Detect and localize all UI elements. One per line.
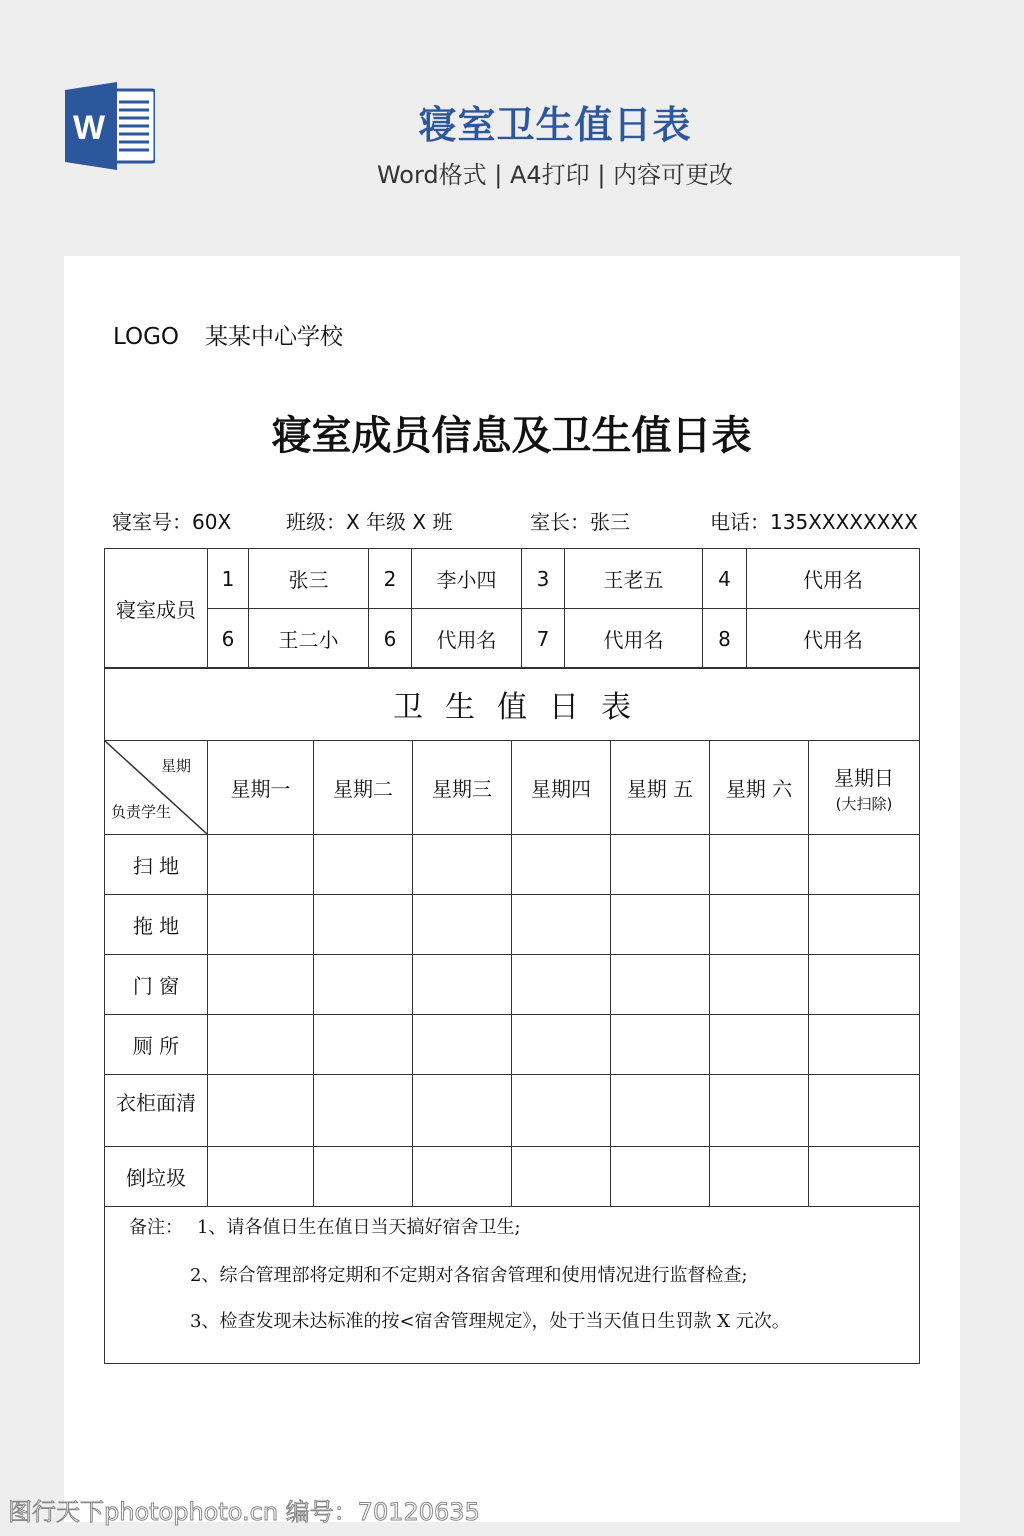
duty-cell[interactable] <box>809 895 920 955</box>
phone-number: 电话：135XXXXXXXX <box>710 510 918 534</box>
class-info: 班级：X 年级 X 班 <box>286 510 453 534</box>
duty-cell[interactable] <box>314 1075 413 1147</box>
banner-subtitle: Word格式 | A4打印 | 内容可更改 <box>376 161 734 189</box>
task-label: 倒垃圾 <box>105 1147 208 1207</box>
member-name: 代用名 <box>747 549 920 609</box>
member-name: 张三 <box>249 549 369 609</box>
room-number: 寝室号：60X <box>112 510 232 534</box>
logo-text: LOGO <box>113 324 180 350</box>
day-header: 星期一 <box>208 741 314 835</box>
member-name: 王老五 <box>565 549 703 609</box>
logo-line <box>113 318 343 351</box>
duty-cell[interactable] <box>314 955 413 1015</box>
duty-cell[interactable] <box>611 1015 710 1075</box>
note-item: 1、请各值日生在值日当天搞好宿舍卫生; <box>197 1217 521 1238</box>
member-name: 李小四 <box>412 549 522 609</box>
duty-cell[interactable] <box>710 955 809 1015</box>
duty-cell[interactable] <box>809 1147 920 1207</box>
task-label: 扫 地 <box>105 835 208 895</box>
task-row <box>105 1015 920 1075</box>
duty-cell[interactable] <box>314 1147 413 1207</box>
day-header: 星期 五 <box>611 741 710 835</box>
duty-cell[interactable] <box>314 895 413 955</box>
member-number: 2 <box>369 549 412 609</box>
task-row <box>105 1147 920 1207</box>
duty-cell[interactable] <box>710 835 809 895</box>
duty-table <box>104 667 920 1364</box>
task-label: 门 窗 <box>105 955 208 1015</box>
duty-cell[interactable] <box>611 955 710 1015</box>
duty-cell[interactable] <box>611 895 710 955</box>
task-row <box>105 955 920 1015</box>
duty-cell[interactable] <box>413 895 512 955</box>
duty-cell[interactable] <box>314 1015 413 1075</box>
corner-top-label: 星期 <box>160 757 191 775</box>
document-title: 寝室成员信息及卫生值日表 <box>271 413 752 459</box>
duty-cell[interactable] <box>809 835 920 895</box>
task-label: 拖 地 <box>105 895 208 955</box>
duty-title-row <box>105 668 920 741</box>
members-label: 寝室成员 <box>105 549 208 669</box>
duty-cell[interactable] <box>413 1075 512 1147</box>
duty-cell[interactable] <box>809 1075 920 1147</box>
school-name: 某某中心学校 <box>205 324 344 350</box>
day-header: 星期四 <box>512 741 611 835</box>
day-header: 星期二 <box>314 741 413 835</box>
duty-cell[interactable] <box>512 835 611 895</box>
word-document-icon <box>65 82 155 170</box>
sunday-label: 星期日 <box>834 765 894 790</box>
member-name: 代用名 <box>412 609 522 669</box>
watermark: 图行天下photophoto.cn 编号：70120635 <box>8 1498 480 1526</box>
duty-cell[interactable] <box>512 1147 611 1207</box>
duty-cell[interactable] <box>208 1147 314 1207</box>
duty-title: 卫生值日表 <box>105 668 920 741</box>
duty-cell[interactable] <box>512 1015 611 1075</box>
member-number: 6 <box>208 609 249 669</box>
duty-cell[interactable] <box>809 1015 920 1075</box>
duty-cell[interactable] <box>710 895 809 955</box>
duty-cell[interactable] <box>314 835 413 895</box>
member-name: 代用名 <box>747 609 920 669</box>
sunday-note: (大扫除) <box>835 794 893 813</box>
duty-cell[interactable] <box>611 1147 710 1207</box>
member-number: 8 <box>703 609 747 669</box>
corner-bottom-label: 负责学生 <box>111 803 172 821</box>
members-row <box>105 609 920 669</box>
member-number: 7 <box>522 609 565 669</box>
duty-cell[interactable] <box>208 835 314 895</box>
note-item: 3、检查发现未达标准的按<宿舍管理规定》，处于当天值日生罚款 X 元次。 <box>190 1311 790 1332</box>
member-number: 4 <box>703 549 747 609</box>
duty-cell[interactable] <box>208 1015 314 1075</box>
member-name: 代用名 <box>565 609 703 669</box>
day-header: 星期三 <box>413 741 512 835</box>
day-header: 星期 六 <box>710 741 809 835</box>
task-row <box>105 835 920 895</box>
duty-cell[interactable] <box>512 955 611 1015</box>
member-number: 1 <box>208 549 249 609</box>
task-label: 衣柜面清 <box>105 1075 208 1147</box>
day-header-sunday <box>809 741 920 835</box>
duty-cell[interactable] <box>413 1015 512 1075</box>
duty-cell[interactable] <box>710 1015 809 1075</box>
duty-cell[interactable] <box>809 955 920 1015</box>
duty-cell[interactable] <box>208 1075 314 1147</box>
banner-title: 寝室卫生值日表 <box>418 103 692 147</box>
duty-cell[interactable] <box>413 955 512 1015</box>
duty-cell[interactable] <box>413 1147 512 1207</box>
duty-cell[interactable] <box>611 1075 710 1147</box>
member-number: 3 <box>522 549 565 609</box>
svg-text:W: W <box>72 109 106 147</box>
members-table <box>104 548 920 669</box>
note-item: 2、综合管理部将定期和不定期对各宿舍管理和使用情况进行监督检查; <box>190 1265 748 1286</box>
room-leader: 室长：张三 <box>530 510 630 534</box>
day-header-row <box>105 741 920 835</box>
member-number: 6 <box>369 609 412 669</box>
duty-cell[interactable] <box>512 895 611 955</box>
corner-cell <box>105 741 208 835</box>
members-row <box>105 549 920 609</box>
duty-cell[interactable] <box>710 1075 809 1147</box>
duty-cell[interactable] <box>413 835 512 895</box>
duty-cell[interactable] <box>208 955 314 1015</box>
task-label: 厕 所 <box>105 1015 208 1075</box>
member-name: 王二小 <box>249 609 369 669</box>
notes-label: 备注： <box>129 1217 183 1238</box>
duty-cell[interactable] <box>611 835 710 895</box>
duty-cell[interactable] <box>710 1147 809 1207</box>
task-row <box>105 1075 920 1147</box>
duty-cell[interactable] <box>512 1075 611 1147</box>
duty-cell[interactable] <box>208 895 314 955</box>
task-row <box>105 895 920 955</box>
